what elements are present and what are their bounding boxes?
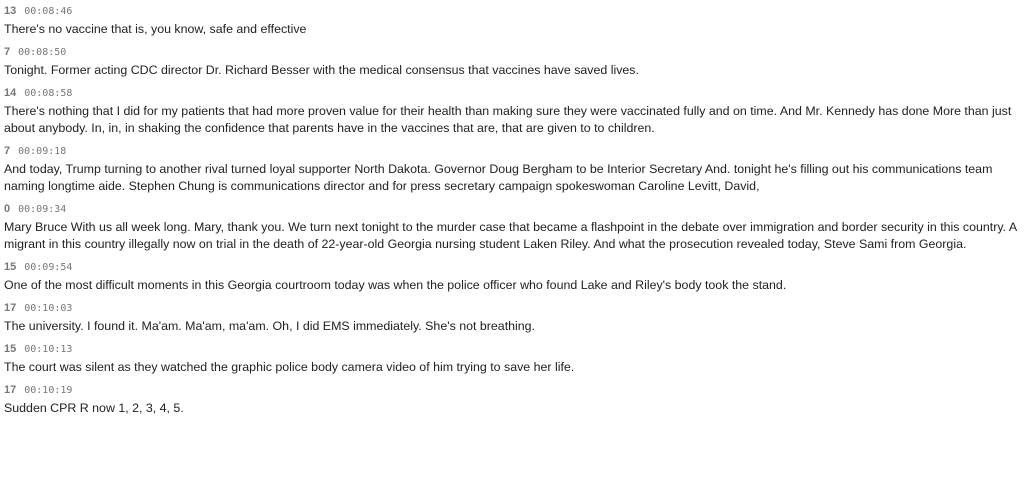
segment-header — [4, 203, 1020, 217]
segment-text: Tonight. Former acting CDC director Dr. Richard Besser with the medical consensus that vaccines have saved lives. — [4, 63, 639, 77]
transcript-segment — [4, 203, 1020, 253]
timestamp[interactable]: 00:09:18 — [18, 146, 67, 157]
timestamp[interactable]: 00:08:46 — [24, 6, 73, 17]
transcript-segment — [4, 261, 1020, 294]
speaker-id: 15 — [4, 343, 17, 355]
speaker-id: 7 — [4, 46, 11, 58]
transcript-list — [4, 0, 1020, 425]
segment-header — [4, 343, 1020, 357]
timestamp[interactable]: 00:10:19 — [24, 385, 73, 396]
speaker-id: 0 — [4, 203, 11, 215]
timestamp[interactable]: 00:08:50 — [18, 47, 67, 58]
segment-text: The court was silent as they watched the graphic police body camera video of him trying to save her life. — [4, 360, 575, 374]
segment-header — [4, 261, 1020, 275]
transcript-segment — [4, 302, 1020, 335]
transcript-segment — [4, 5, 1020, 38]
segment-text: One of the most difficult moments in this Georgia courtroom today was when the police officer who found Lake and Riley's body took the stand. — [4, 278, 787, 292]
speaker-id: 14 — [4, 87, 17, 99]
timestamp[interactable]: 00:09:34 — [18, 204, 67, 215]
timestamp[interactable]: 00:08:58 — [24, 88, 73, 99]
transcript-segment — [4, 384, 1020, 417]
segment-header — [4, 384, 1020, 398]
segment-header — [4, 302, 1020, 316]
transcript-segment — [4, 87, 1020, 137]
segment-header — [4, 46, 1020, 60]
transcript-segment — [4, 145, 1020, 195]
speaker-id: 17 — [4, 384, 17, 396]
segment-text: There's nothing that I did for my patients that had more proven value for their health than making sure they were vaccinated fully and on time. And Mr. Kennedy has done More than just about anybody. In, in, in shaking the confidence that parents have in the vaccines that are, that are given to to children. — [4, 104, 1012, 135]
segment-text: And today, Trump turning to another rival turned loyal supporter North Dakota. Governor Doug Bergham to be Interior Secretary And. tonight he's filling out his communications team naming longtime aide. Stephen Chung is communications director and for press secretary campaign spokeswoman Caroline Levitt, David, — [4, 162, 993, 193]
timestamp[interactable]: 00:09:54 — [24, 262, 73, 273]
timestamp[interactable]: 00:10:03 — [24, 303, 73, 314]
speaker-id: 15 — [4, 261, 17, 273]
transcript-segment — [4, 343, 1020, 376]
segment-header — [4, 87, 1020, 101]
transcript-segment — [4, 46, 1020, 79]
segment-text: The university. I found it. Ma'am. Ma'am, ma'am. Oh, I did EMS immediately. She's not breathing. — [4, 319, 535, 333]
segment-header — [4, 5, 1020, 19]
timestamp[interactable]: 00:10:13 — [24, 344, 73, 355]
speaker-id: 17 — [4, 302, 17, 314]
segment-text: There's no vaccine that is, you know, safe and effective — [4, 22, 307, 36]
segment-header — [4, 145, 1020, 159]
speaker-id: 13 — [4, 5, 17, 17]
segment-text: Mary Bruce With us all week long. Mary, thank you. We turn next tonight to the murder case that became a flashpoint in the debate over immigration and border security in this country. A migrant in this country illegally now on trial in the death of 22-year-old Georgia nursing student Laken Riley. And what the prosecution revealed today, Steve Sami from Georgia. — [4, 220, 1017, 251]
segment-text: Sudden CPR R now 1, 2, 3, 4, 5. — [4, 401, 184, 415]
speaker-id: 7 — [4, 145, 11, 157]
